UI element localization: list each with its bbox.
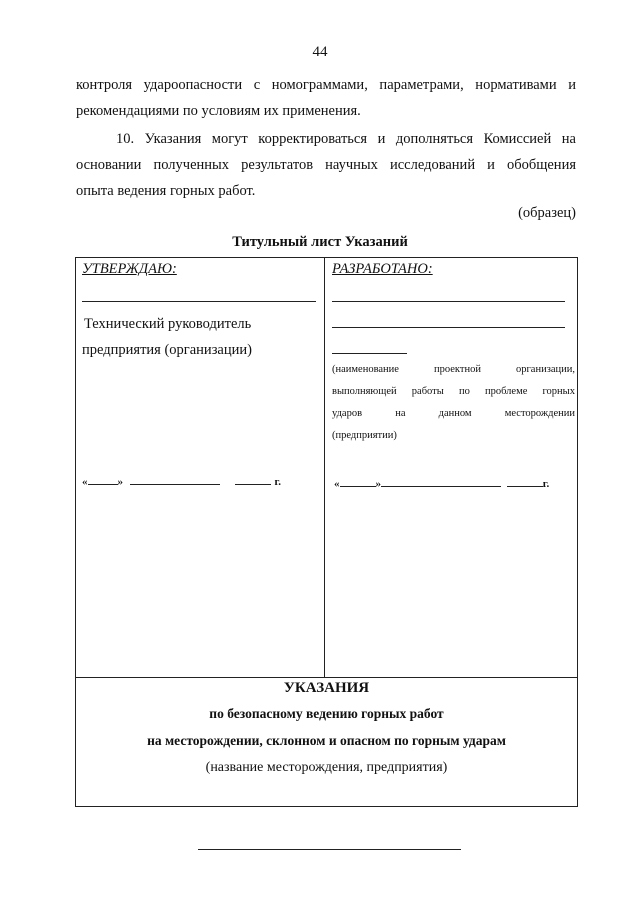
- year-blank: [235, 474, 271, 485]
- document-subtitle: на месторождении, склонном и опасном по горным ударам: [147, 733, 506, 748]
- section-divider: [75, 677, 578, 678]
- footer-rule: [198, 849, 461, 850]
- note-line: выполняющей работы по проблеме горных: [332, 386, 575, 397]
- year-blank: [507, 476, 543, 487]
- document-title: УКАЗАНИЯ: [283, 680, 370, 696]
- year-suffix: г.: [542, 478, 550, 490]
- date-close-quote: »: [375, 478, 381, 490]
- day-blank: [88, 474, 118, 485]
- organization-line: [332, 301, 565, 302]
- title-sheet-heading: Титульный лист Указаний: [232, 234, 408, 250]
- paragraph-line: основании полученных результатов научных исследований и обобщения: [76, 157, 576, 173]
- approval-date: [82, 474, 281, 488]
- position-line: предприятия (организации): [82, 342, 252, 358]
- month-blank: [130, 474, 220, 485]
- development-date: [334, 476, 549, 490]
- page-number: 44: [312, 44, 328, 60]
- date-open-quote: «: [334, 478, 340, 490]
- paragraph-item-10: [76, 126, 576, 204]
- note-line: (предприятии): [332, 430, 397, 441]
- column-divider: [324, 257, 325, 678]
- paragraph-line: контроля удароопасности с номограммами, параметрами, нормативами и: [76, 77, 576, 93]
- organization-note: [332, 359, 575, 447]
- year-suffix: г.: [274, 476, 282, 488]
- note-line: (наименование проектной организации,: [332, 364, 575, 375]
- paragraph-line: опыта ведения горных работ.: [76, 183, 256, 199]
- note-line: ударов на данном месторождении: [332, 408, 575, 419]
- organization-line: [332, 353, 407, 354]
- signature-line: [82, 301, 316, 302]
- paragraph-continuation: [76, 72, 576, 124]
- paragraph-line: рекомендациями по условиям их применения.: [76, 103, 361, 119]
- month-blank: [381, 476, 501, 487]
- approved-heading: УТВЕРЖДАЮ:: [82, 261, 177, 277]
- organization-line: [332, 327, 565, 328]
- day-blank: [340, 476, 376, 487]
- document-subtitle: по безопасному ведению горных работ: [209, 706, 444, 721]
- sample-label: (образец): [518, 205, 576, 221]
- paragraph-line: 10. Указания могут корректироваться и дополняться Комиссией на: [116, 131, 576, 147]
- date-open-quote: «: [82, 476, 88, 488]
- developed-heading: РАЗРАБОТАНО:: [332, 261, 433, 277]
- position-line: Технический руководитель: [84, 316, 252, 332]
- document-name-note: (название месторождения, предприятия): [205, 760, 448, 775]
- date-close-quote: »: [117, 476, 123, 488]
